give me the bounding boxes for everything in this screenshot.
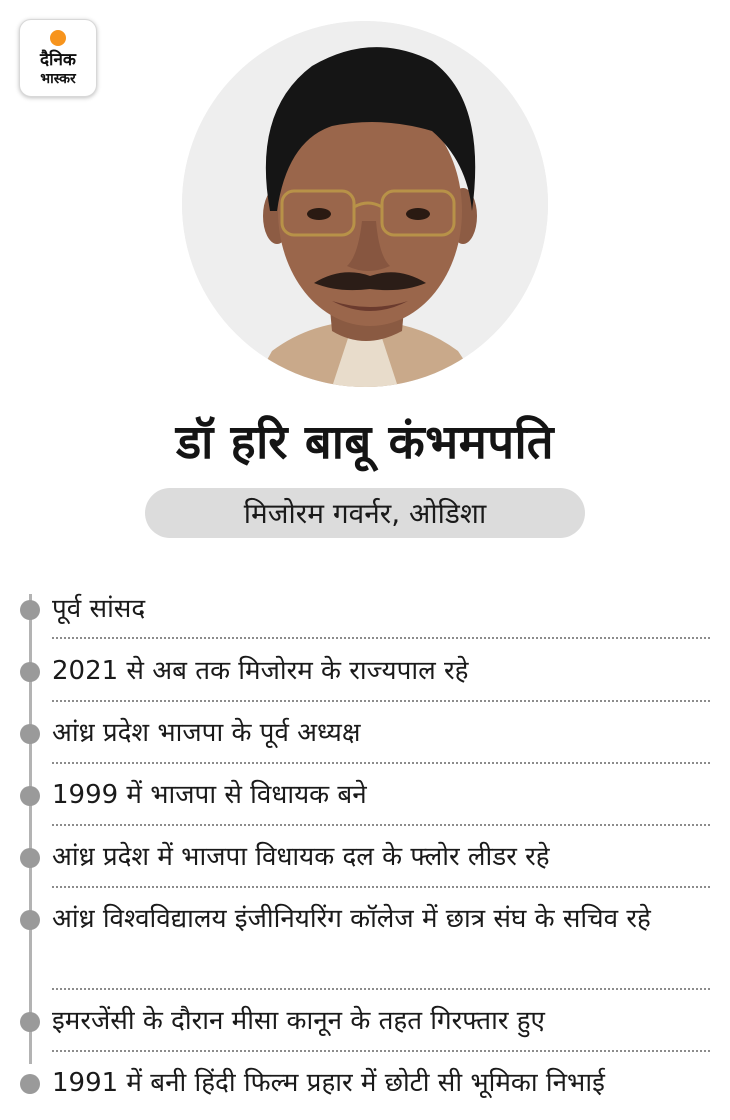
profile-name: डॉ हरि बाबू कंभमपति: [175, 415, 554, 470]
bullet-dot: [20, 724, 40, 744]
fact-text: पूर्व सांसद: [52, 594, 146, 624]
dotted-separator: [52, 886, 710, 888]
logo-sun-dot: [50, 30, 66, 46]
dotted-separator: [52, 1050, 710, 1052]
bullet-dot: [20, 910, 40, 930]
dotted-separator: [52, 637, 710, 639]
fact-text: 2021 से अब तक मिजोरम के राज्यपाल रहे: [52, 656, 469, 686]
bullet-dot: [20, 786, 40, 806]
bullet-dot: [20, 662, 40, 682]
dotted-separator: [52, 762, 710, 764]
dotted-separator: [52, 700, 710, 702]
bullet-dot: [20, 1012, 40, 1032]
brand-logo: [19, 19, 97, 97]
fact-text: 1991 में बनी हिंदी फिल्म प्रहार में छोटी सी भूमिका निभाई: [52, 1068, 605, 1098]
dotted-separator: [52, 824, 710, 826]
fact-text: 1999 में भाजपा से विधायक बने: [52, 780, 367, 810]
bullet-dot: [20, 848, 40, 868]
fact-text: इमरजेंसी के दौरान मीसा कानून के तहत गिरफ्तार हुए: [52, 1006, 545, 1036]
role-text: मिजोरम गवर्नर, ओडिशा: [243, 497, 487, 530]
dotted-separator: [52, 988, 710, 990]
logo-line-1: दैनिक: [40, 50, 76, 70]
facts-list: [0, 570, 730, 1100]
bullet-dot: [20, 600, 40, 620]
role-badge: [145, 488, 585, 538]
fact-text: आंध्र प्रदेश में भाजपा विधायक दल के फ्लोर लीडर रहे: [52, 842, 550, 872]
portrait-photo: [182, 21, 548, 387]
fact-text: आंध्र प्रदेश भाजपा के पूर्व अध्यक्ष: [52, 718, 361, 748]
logo-line-2: भास्कर: [40, 71, 76, 87]
fact-text: आंध्र विश्वविद्यालय इंजीनियरिंग कॉलेज में छात्र संघ के सचिव रहे: [52, 904, 651, 934]
bullet-dot: [20, 1074, 40, 1094]
